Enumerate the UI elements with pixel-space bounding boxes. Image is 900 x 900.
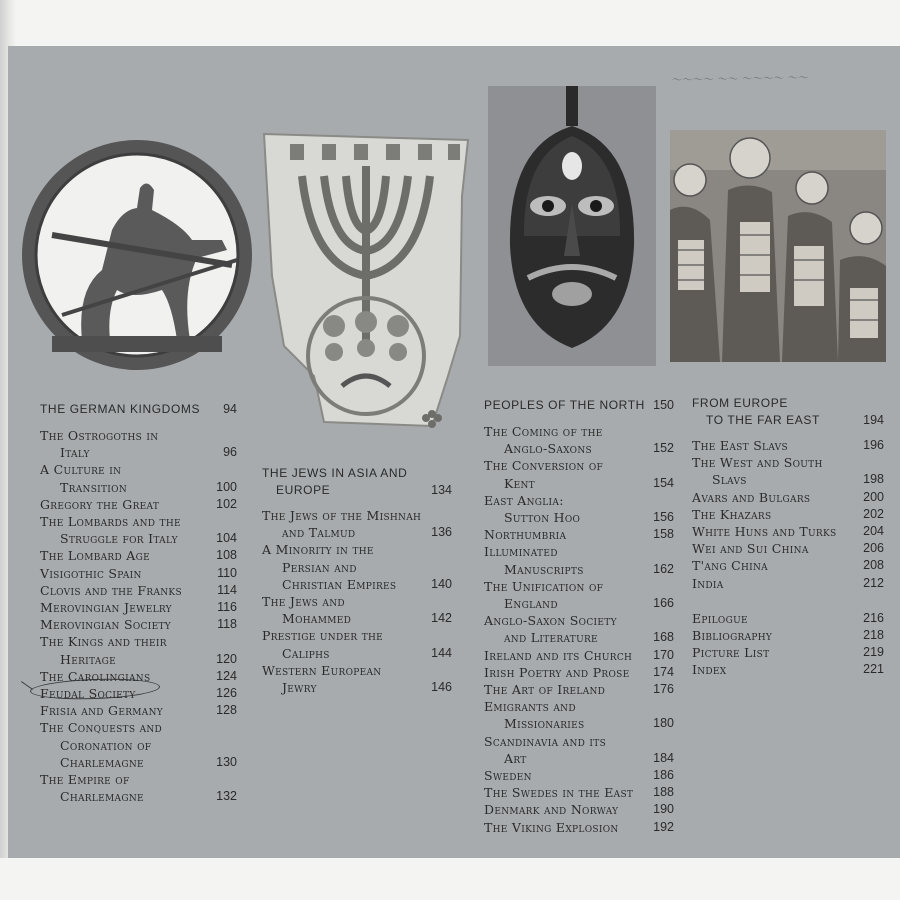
toc-entry-page-number: 132	[216, 789, 237, 804]
toc-entry-title: Denmark and Norway	[484, 802, 619, 818]
toc-entry-page-number: 196	[863, 438, 884, 452]
toc-entry-title: The Conquests and	[40, 720, 163, 736]
toc-entry-title: The East Slavs	[692, 438, 788, 453]
toc-entry-title: Manuscripts	[504, 561, 584, 577]
toc-entry-title: The Art of Ireland	[484, 682, 606, 697]
toc-entry-page-number: 184	[653, 750, 674, 765]
toc-entry-page-number: 96	[223, 445, 237, 460]
toc-entry-title: Bibliography	[692, 628, 773, 643]
section-title: FROM EUROPE	[692, 396, 788, 410]
toc-entry-title: The Lombard Age	[40, 548, 150, 564]
toc-entry-title: T'ang China	[692, 558, 768, 574]
toc-entry-page-number: 128	[216, 703, 237, 718]
toc-entry-page-number: 206	[863, 541, 884, 556]
toc-entry-title: Kent	[504, 475, 535, 491]
toc-entry-title: Avars and Bulgars	[692, 489, 811, 505]
toc-entry-page-number: 108	[216, 548, 237, 563]
section-title: THE GERMAN KINGDOMS	[40, 402, 201, 416]
toc-entry-page-number: 130	[216, 754, 237, 769]
toc-entry-page-number: 124	[216, 668, 237, 683]
toc-entry-page-number: 186	[653, 768, 674, 782]
toc-entry-title: Merovingian Jewelry	[40, 600, 172, 615]
toc-entry-page-number: 100	[216, 479, 237, 494]
toc-entry-page-number: 190	[653, 802, 674, 817]
toc-entry-page-number: 144	[431, 645, 452, 660]
toc-entry-title: A Culture in	[40, 462, 122, 478]
toc-entry-title: Gregory the Great	[40, 496, 160, 512]
toc-entry-page-number: 152	[653, 441, 674, 456]
toc-entry-page-number: 114	[217, 582, 237, 597]
toc-entry-page-number: 110	[217, 565, 237, 580]
section-title: PEOPLES OF THE NORTH	[484, 398, 645, 412]
section-page-number: 134	[431, 483, 452, 498]
section-title: EUROPE	[276, 483, 331, 498]
toc-entry-title: The Empire of	[40, 772, 130, 787]
toc-entry-page-number: 176	[653, 682, 674, 696]
toc-entry-title: Caliphs	[282, 645, 330, 661]
toc-entry-title: Christian Empires	[282, 576, 397, 592]
toc-entry-title: The Conversion of	[484, 458, 604, 474]
toc-entry-title: Index	[692, 662, 727, 678]
toc-entry-page-number: 118	[217, 617, 237, 632]
toc-entry-page-number: 120	[216, 651, 237, 666]
toc-entry-title: The Khazars	[692, 506, 772, 522]
toc-entry-title: Visigothic Spain	[40, 565, 142, 581]
toc-entry-page-number: 140	[431, 576, 452, 591]
toc-entry-page-number: 200	[863, 489, 884, 504]
toc-entry-title: Slavs	[712, 472, 747, 488]
toc-entry-title: Scandinavia and its	[484, 733, 607, 749]
toc-entry-title: and Literature	[504, 630, 598, 646]
toc-entry-page-number: 136	[431, 525, 452, 540]
toc-entry-title: Jewry	[282, 680, 317, 695]
toc-entry-page-number: 216	[863, 610, 884, 625]
toc-entry-title: The Coming of the	[484, 424, 603, 439]
toc-entry-title: Wei and Sui China	[692, 541, 809, 557]
toc-entry-page-number: 170	[653, 647, 674, 662]
toc-entry-title: Illuminated	[484, 544, 558, 560]
toc-entry-title: East Anglia:	[484, 492, 564, 508]
page-bottom-margin	[0, 858, 900, 900]
toc-entry-title: The Viking Explosion	[484, 819, 619, 835]
toc-entry-title: and Talmud	[282, 525, 356, 541]
toc-entry-title: Struggle for Italy	[60, 531, 178, 547]
toc-entry-title: The Carolingians	[40, 668, 151, 684]
toc-entry-title: Art	[504, 750, 527, 766]
byzantine-fresco-image	[670, 130, 886, 362]
toc-entry-page-number: 168	[653, 630, 674, 645]
toc-entry-page-number: 146	[431, 680, 452, 694]
horseman-medallion-image	[22, 140, 252, 370]
toc-entry-page-number: 221	[863, 662, 884, 677]
toc-entry-title: White Huns and Turks	[692, 524, 837, 539]
toc-entry-page-number: 174	[653, 664, 674, 679]
toc-entry-title: Persian and	[282, 559, 357, 575]
toc-entry-title: Mohammed	[282, 611, 352, 627]
toc-entry-page-number: 219	[863, 645, 884, 660]
toc-entry-title: Sutton Hoo	[504, 510, 581, 525]
toc-entry-page-number: 158	[653, 527, 674, 542]
toc-entry-page-number: 116	[217, 600, 237, 614]
toc-entry-title: The Jews of the Mishnah	[262, 508, 422, 523]
toc-entry-title: The Ostrogoths in	[40, 428, 159, 443]
toc-entry-page-number: 104	[216, 531, 237, 546]
section-page-number: 150	[653, 398, 674, 412]
toc-entry-title: Emigrants and	[484, 699, 576, 715]
toc-entry-page-number: 142	[431, 611, 452, 626]
toc-entry-title: India	[692, 575, 724, 591]
toc-entry-page-number: 202	[863, 506, 884, 521]
toc-entry-title: Western European	[262, 662, 382, 678]
toc-entry-title: Ireland and its Church	[484, 647, 633, 663]
section-page-number: 194	[863, 413, 884, 428]
toc-entry-title: Northumbria	[484, 527, 567, 543]
toc-entry-page-number: 212	[863, 575, 884, 590]
toc-entry-title: Irish Poetry and Prose	[484, 664, 630, 680]
handwritten-inscription: 〜〜〜〜 〜〜 〜〜〜〜 〜〜	[671, 72, 810, 87]
toc-entry-page-number: 208	[863, 558, 884, 573]
toc-entry-page-number: 188	[653, 785, 674, 800]
toc-entry-page-number: 180	[653, 716, 674, 731]
toc-entry-title: The Lombards and the	[40, 514, 181, 529]
toc-entry-title: Clovis and the Franks	[40, 582, 182, 598]
section-page-number: 94	[223, 402, 237, 416]
toc-entry-title: Transition	[60, 479, 128, 495]
bronze-mask-image	[488, 86, 656, 366]
toc-entry-title: The Kings and their	[40, 634, 167, 650]
toc-entry-page-number: 156	[653, 510, 674, 524]
toc-entry-page-number: 204	[863, 524, 884, 538]
toc-entry-title: The Jews and	[262, 594, 345, 609]
toc-entry-title: The Unification of	[484, 578, 604, 594]
toc-entry-title: Charlemagne	[60, 789, 144, 805]
toc-entry-page-number: 162	[653, 561, 674, 576]
toc-entry-title: Anglo-Saxons	[504, 441, 593, 457]
toc-entry-title: Italy	[60, 445, 90, 461]
toc-entry-title: Heritage	[60, 651, 116, 667]
toc-entry-page-number: 218	[863, 628, 884, 642]
toc-entry-page-number: 166	[653, 596, 674, 610]
section-title: THE JEWS IN ASIA AND	[262, 466, 408, 480]
menorah-mosaic-image	[262, 126, 470, 434]
toc-entry-title: Anglo-Saxon Society	[484, 613, 617, 629]
toc-entry-title: Picture List	[692, 645, 770, 661]
toc-entry-page-number: 102	[216, 496, 237, 511]
toc-entry-title: The West and South	[692, 455, 823, 471]
toc-entry-title: Charlemagne	[60, 754, 144, 770]
toc-entry-title: Frisia and Germany	[40, 703, 164, 719]
toc-entry-title: England	[504, 596, 558, 611]
toc-entry-title: A Minority in the	[262, 542, 374, 558]
toc-entry-title: Feudal Society	[40, 686, 136, 701]
section-title: TO THE FAR EAST	[706, 413, 820, 428]
toc-entry-page-number: 126	[216, 686, 237, 700]
toc-entry-title: The Swedes in the East	[484, 785, 634, 801]
toc-entry-title: Epilogue	[692, 610, 748, 626]
toc-entry-page-number: 198	[863, 472, 884, 487]
toc-entry-page-number: 192	[653, 819, 674, 834]
toc-entry-title: Sweden	[484, 768, 532, 783]
toc-entry-title: Merovingian Society	[40, 617, 171, 633]
toc-entry-title: Coronation of	[60, 737, 152, 753]
toc-entry-title: Prestige under the	[262, 628, 384, 644]
toc-entry-title: Missionaries	[504, 716, 585, 732]
toc-entry-page-number: 154	[653, 475, 674, 490]
